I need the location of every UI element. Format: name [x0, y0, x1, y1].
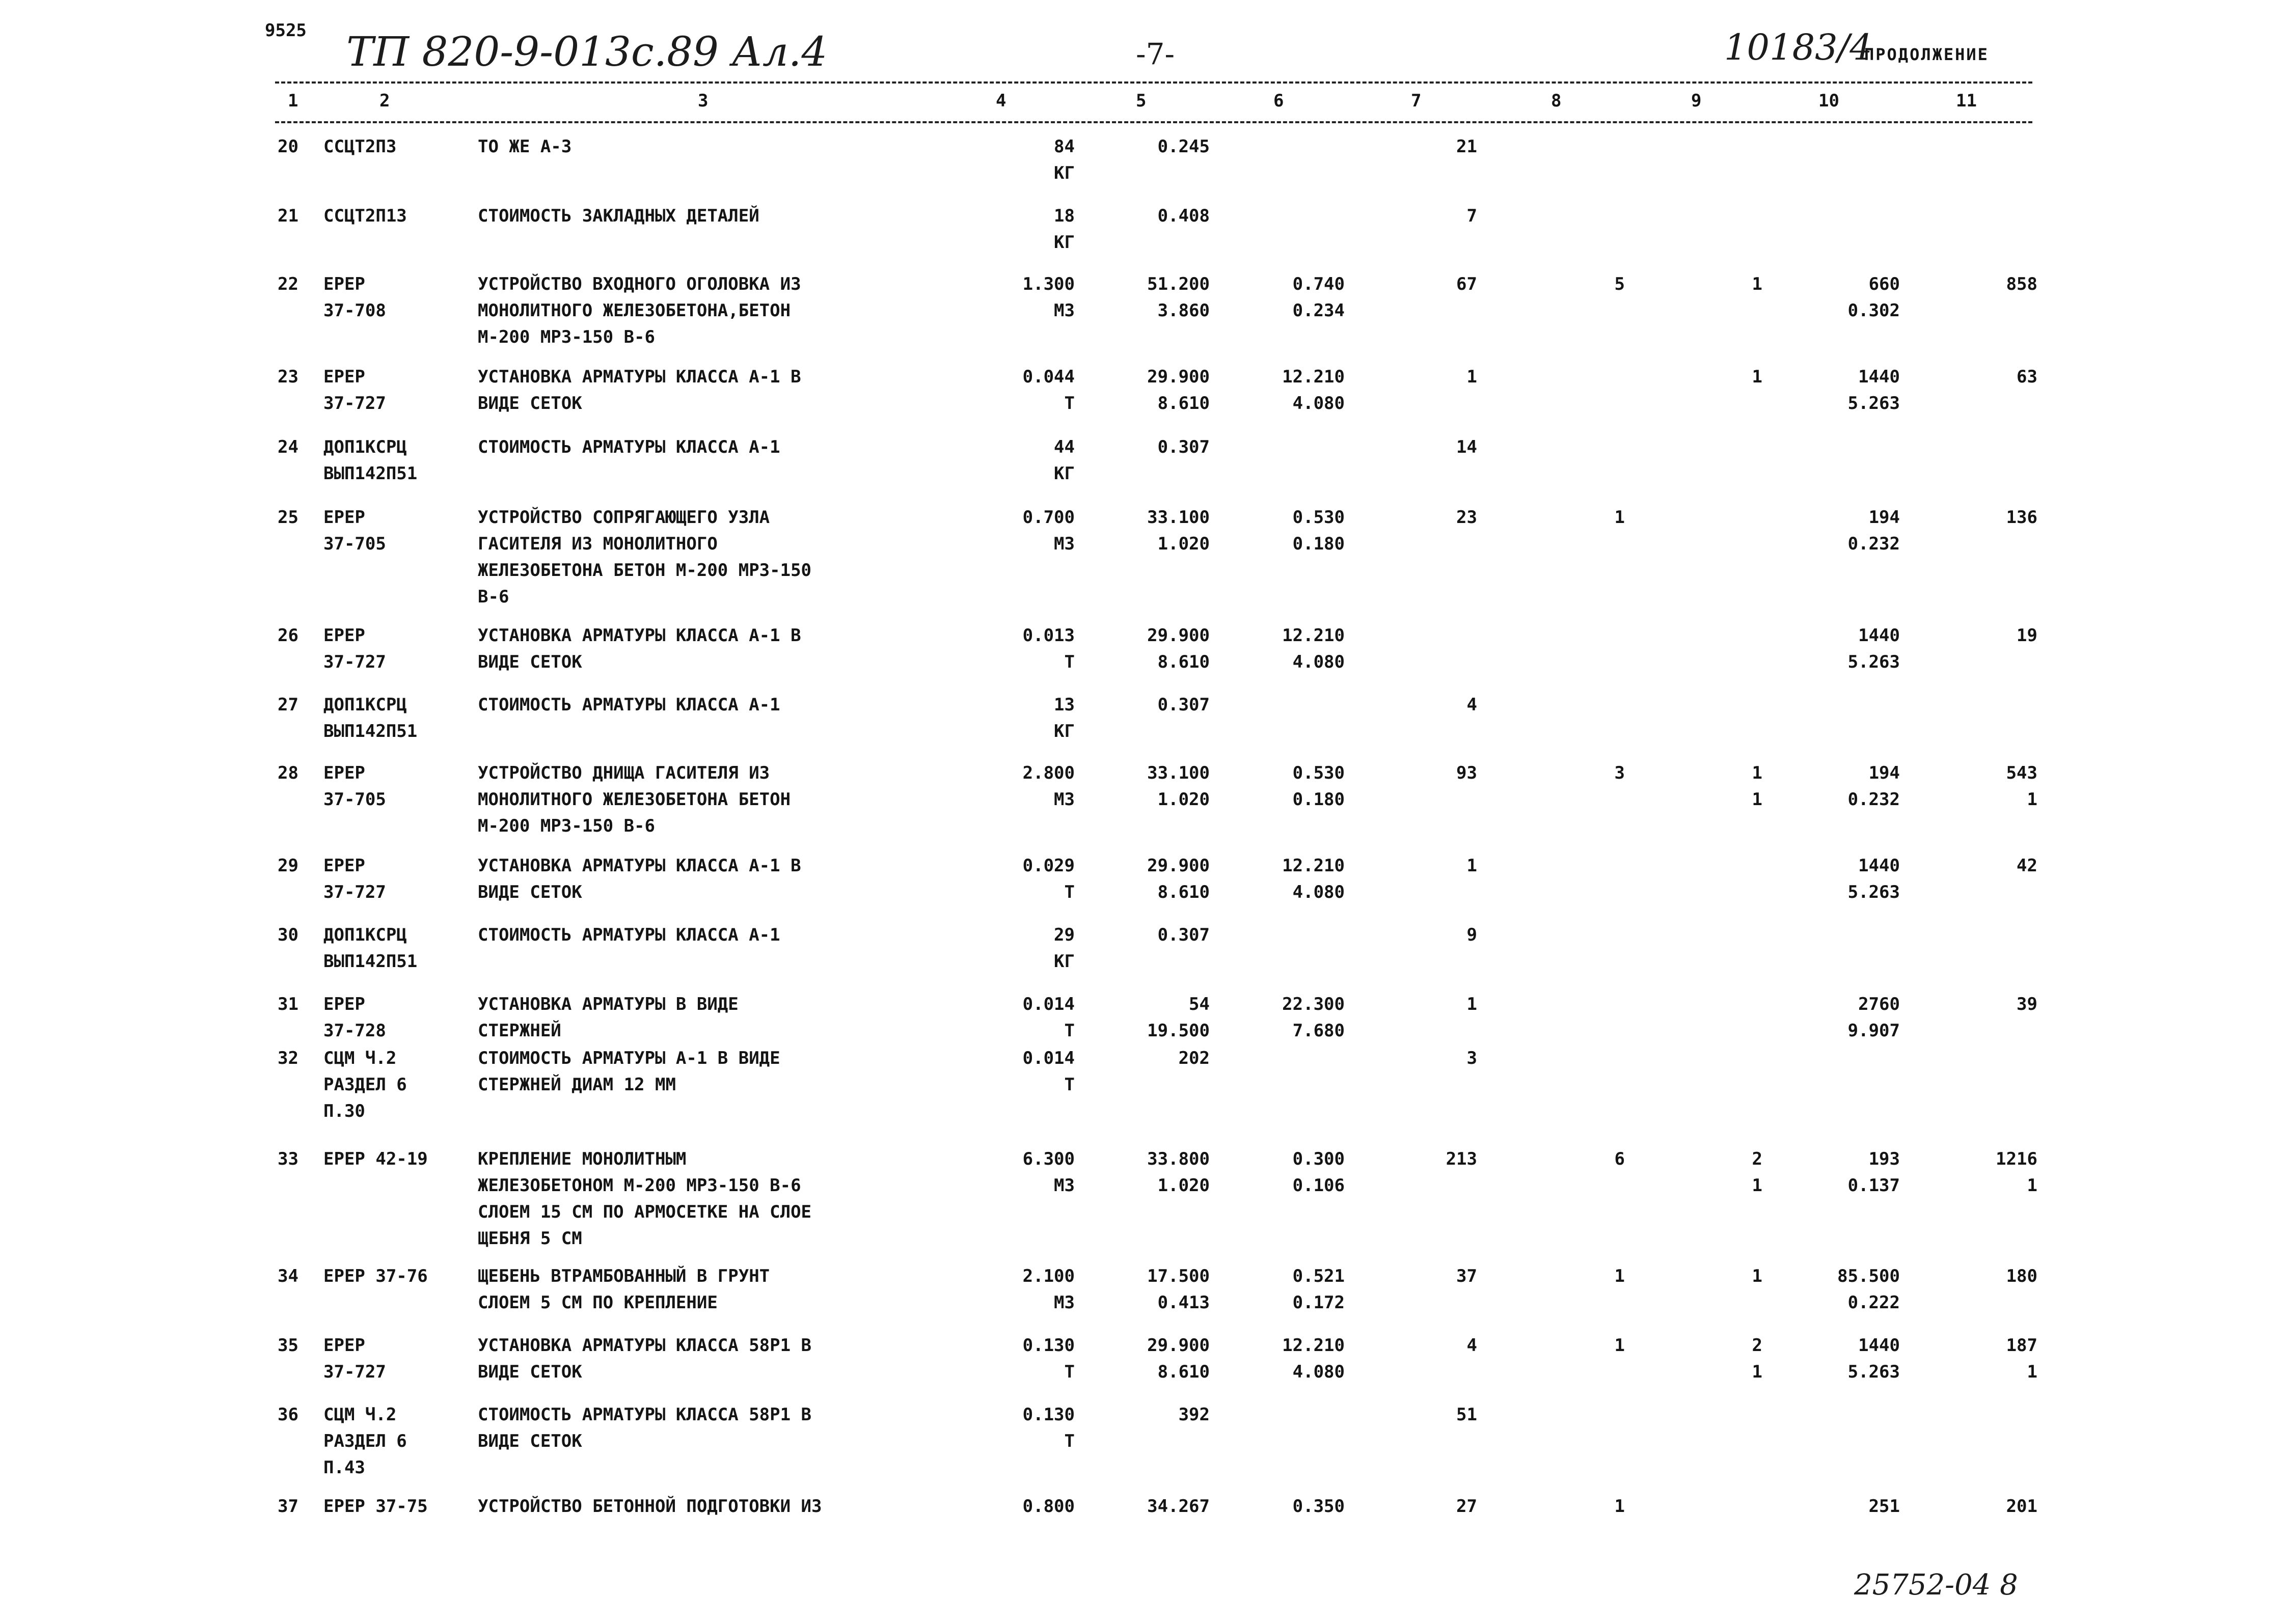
row-unit-wage: 0.740 0.234	[1292, 274, 1345, 321]
row-col-7: 23	[1456, 507, 1477, 528]
row-name: УСТРОЙСТВО ВХОДНОГО ОГОЛОВКА ИЗ МОНОЛИТНОГО ЖЕЛЕЗОБЕТОНА,БЕТОН М-200 МРЗ-150 В-6	[478, 274, 801, 347]
row-col-8: 1	[1614, 507, 1625, 528]
row-unit-cost: 29.900 8.610	[1147, 625, 1210, 672]
row-quantity: 29 КГ	[1054, 925, 1075, 972]
row-unit-wage: 12.210 4.080	[1282, 367, 1345, 414]
row-unit-cost: 33.100 1.020	[1147, 763, 1210, 810]
row-col-7: 4	[1466, 695, 1477, 715]
row-col-10: 1440 5.263	[1847, 367, 1900, 414]
row-code: ЕРЕР 37-727	[323, 1335, 386, 1382]
row-col-10: 193 0.137	[1847, 1149, 1900, 1196]
row-number: 33	[278, 1149, 298, 1169]
row-number: 31	[278, 994, 298, 1014]
row-col-7: 14	[1456, 437, 1477, 457]
row-col-7: 27	[1456, 1496, 1477, 1517]
row-unit-wage: 0.530 0.180	[1292, 507, 1345, 554]
row-name: СТОИМОСТЬ АРМАТУРЫ КЛАССА А-1	[478, 437, 780, 457]
row-code: ДОП1КСРЦ ВЫП142П51	[323, 437, 418, 484]
row-number: 36	[278, 1405, 298, 1425]
row-col-11: 19	[2017, 625, 2037, 646]
row-col-7: 213	[1446, 1149, 1477, 1169]
page-number: -7-	[1136, 37, 1175, 71]
row-quantity: 6.300 М3	[1022, 1149, 1075, 1196]
row-unit-wage: 12.210 4.080	[1282, 1335, 1345, 1382]
row-col-8: 5	[1614, 274, 1625, 294]
archive-number: 25752-04 8	[1854, 1568, 2018, 1602]
row-col-11: 187 1	[2006, 1335, 2037, 1382]
column-header: 6	[1273, 91, 1284, 111]
row-quantity: 1.300 М3	[1022, 274, 1075, 321]
column-header: 4	[996, 91, 1006, 111]
row-number: 35	[278, 1335, 298, 1356]
row-code: ССЦТ2П3	[323, 136, 397, 157]
row-col-7: 1	[1466, 856, 1477, 876]
row-col-9: 1	[1752, 1266, 1762, 1286]
row-name: СТОИМОСТЬ АРМАТУРЫ А-1 В ВИДЕ СТЕРЖНЕЙ ДИАМ 12 ММ	[478, 1048, 780, 1095]
row-col-10: 194 0.232	[1847, 763, 1900, 810]
row-name: УСТАНОВКА АРМАТУРЫ КЛАССА 58Р1 В ВИДЕ СЕТОК	[478, 1335, 812, 1382]
row-unit-cost: 0.408	[1157, 206, 1210, 226]
row-col-7: 9	[1466, 925, 1477, 945]
column-header: 2	[379, 91, 390, 111]
row-number: 34	[278, 1266, 298, 1286]
column-header: 10	[1818, 91, 1839, 111]
row-col-10: 251	[1868, 1496, 1900, 1517]
row-unit-cost: 0.307	[1157, 695, 1210, 715]
row-code: ЕРЕР 37-705	[323, 763, 386, 810]
row-col-11: 180	[2006, 1266, 2037, 1286]
row-col-8: 1	[1614, 1335, 1625, 1356]
row-col-9: 1	[1752, 367, 1762, 387]
row-col-8: 3	[1614, 763, 1625, 783]
row-unit-wage: 12.210 4.080	[1282, 625, 1345, 672]
row-name: УСТРОЙСТВО ДНИЩА ГАСИТЕЛЯ ИЗ МОНОЛИТНОГО ЖЕЛЕЗОБЕТОНА БЕТОН М-200 МРЗ-150 В-6	[478, 763, 791, 836]
row-code: ЕРЕР 37-708	[323, 274, 386, 321]
row-number: 23	[278, 367, 298, 387]
row-quantity: 0.014 Т	[1022, 1048, 1075, 1095]
row-col-7: 3	[1466, 1048, 1477, 1068]
row-code: ЕРЕР 42-19	[323, 1149, 428, 1169]
column-header: 5	[1136, 91, 1147, 111]
row-col-9: 2 1	[1752, 1149, 1762, 1196]
row-col-7: 37	[1456, 1266, 1477, 1286]
row-col-8: 1	[1614, 1266, 1625, 1286]
row-unit-wage: 22.300 7.680	[1282, 994, 1345, 1041]
row-number: 30	[278, 925, 298, 945]
row-quantity: 0.013 Т	[1022, 625, 1075, 672]
row-number: 21	[278, 206, 298, 226]
row-number: 20	[278, 136, 298, 157]
row-col-7: 67	[1456, 274, 1477, 294]
row-col-8: 6	[1614, 1149, 1625, 1169]
row-col-8: 1	[1614, 1496, 1625, 1517]
row-quantity: 0.014 Т	[1022, 994, 1075, 1041]
row-unit-cost: 202	[1178, 1048, 1210, 1068]
row-unit-wage: 0.300 0.106	[1292, 1149, 1345, 1196]
row-col-9: 1 1	[1752, 763, 1762, 810]
row-unit-cost: 0.307	[1157, 437, 1210, 457]
row-number: 22	[278, 274, 298, 294]
row-name: КРЕПЛЕНИЕ МОНОЛИТНЫМ ЖЕЛЕЗОБЕТОНОМ М-200 МРЗ-150 В-6 СЛОЕМ 15 СМ ПО АРМОСЕТКЕ НА СЛОЕ ЩЕБНЯ 5 СМ	[478, 1149, 812, 1249]
row-col-7: 93	[1456, 763, 1477, 783]
row-unit-wage: 0.521 0.172	[1292, 1266, 1345, 1313]
row-name: УСТАНОВКА АРМАТУРЫ КЛАССА А-1 В ВИДЕ СЕТОК	[478, 367, 801, 414]
row-col-11: 1216 1	[1996, 1149, 2037, 1196]
row-unit-wage: 0.530 0.180	[1292, 763, 1345, 810]
row-col-11: 543 1	[2006, 763, 2037, 810]
row-col-7: 1	[1466, 994, 1477, 1014]
row-name: УСТАНОВКА АРМАТУРЫ КЛАССА А-1 В ВИДЕ СЕТОК	[478, 856, 801, 902]
row-col-10: 1440 5.263	[1847, 856, 1900, 902]
row-col-7: 51	[1456, 1405, 1477, 1425]
sheet-id: 9525	[265, 20, 307, 41]
row-col-7: 21	[1456, 136, 1477, 157]
row-col-7: 1	[1466, 367, 1477, 387]
row-col-11: 858	[2006, 274, 2037, 294]
row-code: СЦМ Ч.2 РАЗДЕЛ 6 П.30	[323, 1048, 407, 1121]
row-col-10: 2760 9.907	[1847, 994, 1900, 1041]
row-col-7: 4	[1466, 1335, 1477, 1356]
row-col-10: 660 0.302	[1847, 274, 1900, 321]
row-name: УСТРОЙСТВО СОПРЯГАЮЩЕГО УЗЛА ГАСИТЕЛЯ ИЗ МОНОЛИТНОГО ЖЕЛЕЗОБЕТОНА БЕТОН М-200 МРЗ-150 В-6	[478, 507, 812, 607]
row-quantity: 84 КГ	[1054, 136, 1075, 183]
row-quantity: 2.800 М3	[1022, 763, 1075, 810]
row-unit-cost: 54 19.500	[1147, 994, 1210, 1041]
row-code: ДОП1КСРЦ ВЫП142П51	[323, 695, 418, 741]
row-unit-wage: 12.210 4.080	[1282, 856, 1345, 902]
row-col-9: 2 1	[1752, 1335, 1762, 1382]
column-header: 8	[1551, 91, 1562, 111]
row-code: ССЦТ2П13	[323, 206, 407, 226]
row-quantity: 13 КГ	[1054, 695, 1075, 741]
row-name: СТОИМОСТЬ ЗАКЛАДНЫХ ДЕТАЛЕЙ	[478, 206, 759, 226]
row-quantity: 0.130 Т	[1022, 1405, 1075, 1451]
column-header: 7	[1411, 91, 1422, 111]
row-unit-cost: 17.500 0.413	[1147, 1266, 1210, 1313]
row-col-11: 201	[2006, 1496, 2037, 1517]
row-col-11: 136	[2006, 507, 2037, 528]
row-name: УСТАНОВКА АРМАТУРЫ КЛАССА А-1 В ВИДЕ СЕТОК	[478, 625, 801, 672]
row-quantity: 0.029 Т	[1022, 856, 1075, 902]
row-col-11: 63	[2017, 367, 2037, 387]
column-header: 3	[698, 91, 709, 111]
row-unit-cost: 29.900 8.610	[1147, 367, 1210, 414]
row-number: 37	[278, 1496, 298, 1517]
row-col-10: 1440 5.263	[1847, 1335, 1900, 1382]
row-name: СТОИМОСТЬ АРМАТУРЫ КЛАССА 58Р1 В ВИДЕ СЕТОК	[478, 1405, 812, 1451]
row-unit-cost: 33.100 1.020	[1147, 507, 1210, 554]
row-number: 26	[278, 625, 298, 646]
column-header: 11	[1956, 91, 1977, 111]
row-unit-cost: 29.900 8.610	[1147, 1335, 1210, 1382]
row-code: ЕРЕР 37-727	[323, 625, 386, 672]
row-number: 24	[278, 437, 298, 457]
row-col-10: 194 0.232	[1847, 507, 1900, 554]
row-code: ЕРЕР 37-75	[323, 1496, 428, 1517]
row-unit-cost: 51.200 3.860	[1147, 274, 1210, 321]
row-unit-cost: 34.267	[1147, 1496, 1210, 1517]
row-col-9: 1	[1752, 274, 1762, 294]
row-code: ЕРЕР 37-727	[323, 367, 386, 414]
row-quantity: 0.130 Т	[1022, 1335, 1075, 1382]
project-code: ТП 820-9-013с.89 Ал.4	[346, 28, 828, 75]
row-col-7: 7	[1466, 206, 1477, 226]
row-quantity: 0.700 М3	[1022, 507, 1075, 554]
row-unit-cost: 392	[1178, 1405, 1210, 1425]
row-unit-cost: 33.800 1.020	[1147, 1149, 1210, 1196]
column-header: 9	[1691, 91, 1702, 111]
appendix-label: ПРОДОЛЖЕНИЕ	[1864, 45, 1989, 64]
row-unit-cost: 0.307	[1157, 925, 1210, 945]
row-quantity: 2.100 М3	[1022, 1266, 1075, 1313]
row-code: СЦМ Ч.2 РАЗДЕЛ 6 П.43	[323, 1405, 407, 1478]
document-number: 10183/4	[1724, 26, 1872, 68]
row-code: ЕРЕР 37-728	[323, 994, 386, 1041]
row-quantity: 0.044 Т	[1022, 367, 1075, 414]
row-code: ЕРЕР 37-705	[323, 507, 386, 554]
row-code: ЕРЕР 37-76	[323, 1266, 428, 1286]
row-quantity: 44 КГ	[1054, 437, 1075, 484]
row-col-11: 42	[2017, 856, 2037, 876]
row-number: 29	[278, 856, 298, 876]
row-number: 25	[278, 507, 298, 528]
row-name: ЩЕБЕНЬ ВТРАМБОВАННЫЙ В ГРУНТ СЛОЕМ 5 СМ ПО КРЕПЛЕНИЕ	[478, 1266, 770, 1313]
row-name: УСТРОЙСТВО БЕТОННОЙ ПОДГОТОВКИ ИЗ	[478, 1496, 822, 1517]
row-col-10: 1440 5.263	[1847, 625, 1900, 672]
row-name: УСТАНОВКА АРМАТУРЫ В ВИДЕ СТЕРЖНЕЙ	[478, 994, 739, 1041]
row-name: СТОИМОСТЬ АРМАТУРЫ КЛАССА А-1	[478, 925, 780, 945]
column-header: 1	[288, 91, 298, 111]
row-name: ТО ЖЕ А-3	[478, 136, 572, 157]
row-number: 27	[278, 695, 298, 715]
row-number: 32	[278, 1048, 298, 1068]
row-unit-cost: 0.245	[1157, 136, 1210, 157]
row-name: СТОИМОСТЬ АРМАТУРЫ КЛАССА А-1	[478, 695, 780, 715]
row-quantity: 18 КГ	[1054, 206, 1075, 253]
row-col-11: 39	[2017, 994, 2037, 1014]
row-col-10: 85.500 0.222	[1837, 1266, 1900, 1313]
row-unit-cost: 29.900 8.610	[1147, 856, 1210, 902]
row-quantity: 0.800	[1022, 1496, 1075, 1517]
row-unit-wage: 0.350	[1292, 1496, 1345, 1517]
row-code: ЕРЕР 37-727	[323, 856, 386, 902]
row-code: ДОП1КСРЦ ВЫП142П51	[323, 925, 418, 972]
row-number: 28	[278, 763, 298, 783]
